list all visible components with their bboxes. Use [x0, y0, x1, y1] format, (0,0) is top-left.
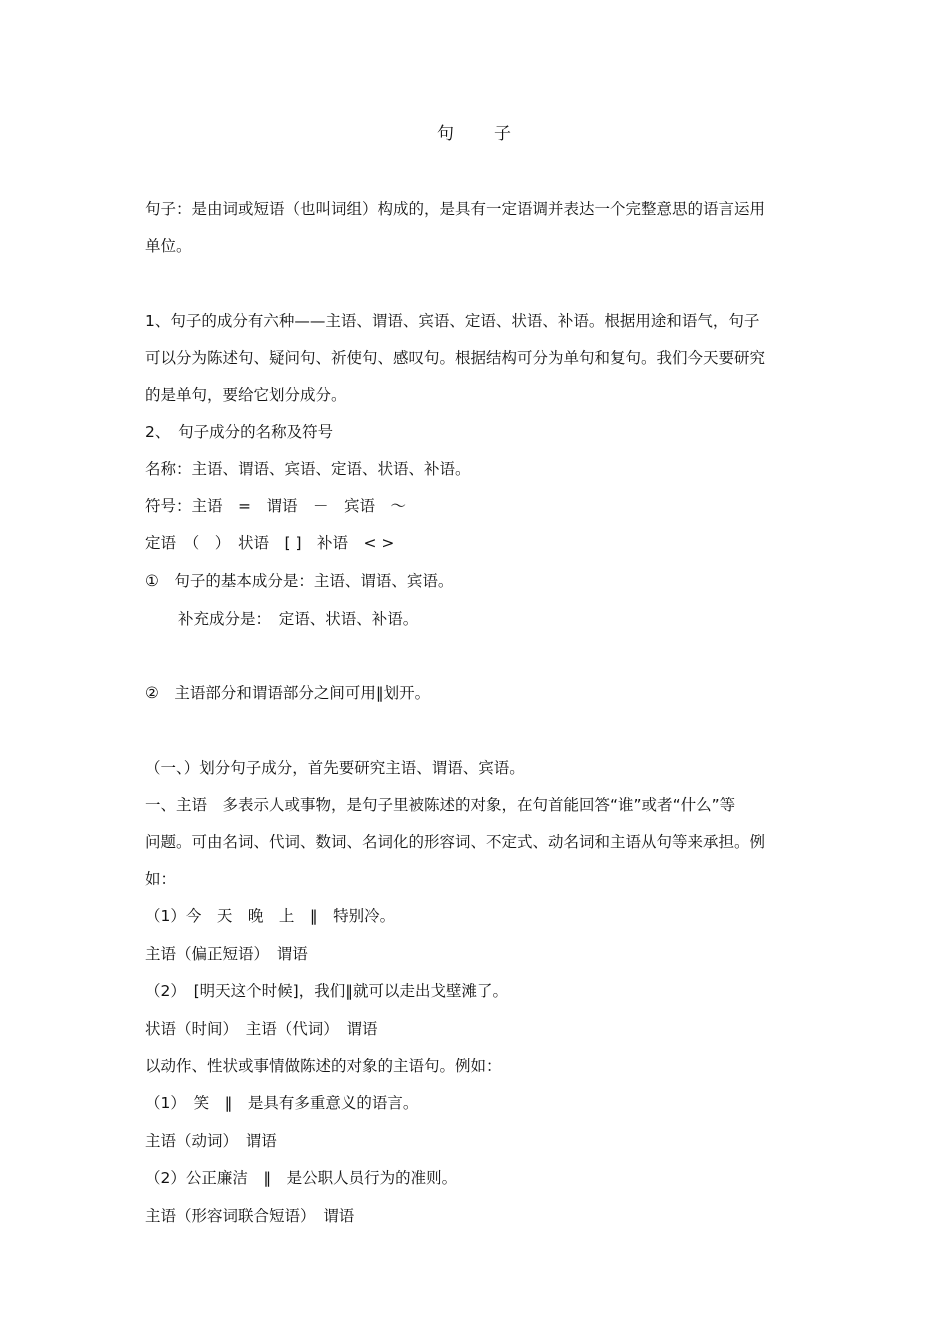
paragraph-line: 补充成分是： 定语、状语、补语。	[178, 610, 419, 628]
paragraph-line: 名称：主语、谓语、宾语、定语、状语、补语。	[145, 460, 471, 478]
page-title: 句 子	[437, 124, 513, 144]
paragraph-line: 定语 （ ） 状语 [ ] 补语 < >	[145, 534, 395, 552]
example-line: （1） 笑 ‖ 是具有多重意义的语言。	[145, 1094, 419, 1112]
section-heading: （一、）划分句子成分，首先要研究主语、谓语、宾语。	[145, 759, 525, 777]
list-item: ① 句子的基本成分是：主语、谓语、宾语。	[145, 572, 454, 590]
list-item: ② 主语部分和谓语部分之间可用‖划开。	[145, 684, 431, 702]
paragraph-line: 1、句子的成分有六种——主语、谓语、宾语、定语、状语、补语。根据用途和语气，句子	[145, 312, 760, 330]
paragraph-line: 一、主语 多表示人或事物，是句子里被陈述的对象，在句首能回答“谁”或者“什么”等	[145, 796, 736, 814]
example-line: （2） [明天这个时候]，我们‖就可以走出戈壁滩了。	[145, 982, 508, 1000]
paragraph-line: 符号：主语 = 谓语 － 宾语 ～	[145, 497, 406, 515]
paragraph-line: 单位。	[145, 237, 192, 255]
example-line: 状语（时间） 主语（代词） 谓语	[145, 1020, 378, 1038]
example-line: （2）公正廉洁 ‖ 是公职人员行为的准则。	[145, 1169, 458, 1187]
example-line: 主语（偏正短语） 谓语	[145, 945, 308, 963]
section-heading: 2、 句子成分的名称及符号	[145, 423, 334, 441]
paragraph-line: 句子：是由词或短语（也叫词组）构成的，是具有一定语调并表达一个完整意思的语言运用	[145, 200, 766, 218]
example-line: （1）今 天 晚 上 ‖ 特别冷。	[145, 907, 396, 925]
paragraph-line: 以动作、性状或事情做陈述的对象的主语句。例如：	[145, 1057, 502, 1075]
paragraph-line: 问题。可由名词、代词、数词、名词化的形容词、不定式、动名词和主语从句等来承担。例	[145, 833, 766, 851]
paragraph-line: 如：	[145, 870, 177, 888]
example-line: 主语（形容词联合短语） 谓语	[145, 1207, 355, 1225]
paragraph-line: 的是单句，要给它划分成分。	[145, 386, 347, 404]
example-line: 主语（动词） 谓语	[145, 1132, 277, 1150]
paragraph-line: 可以分为陈述句、疑问句、祈使句、感叹句。根据结构可分为单句和复句。我们今天要研究	[145, 349, 766, 367]
